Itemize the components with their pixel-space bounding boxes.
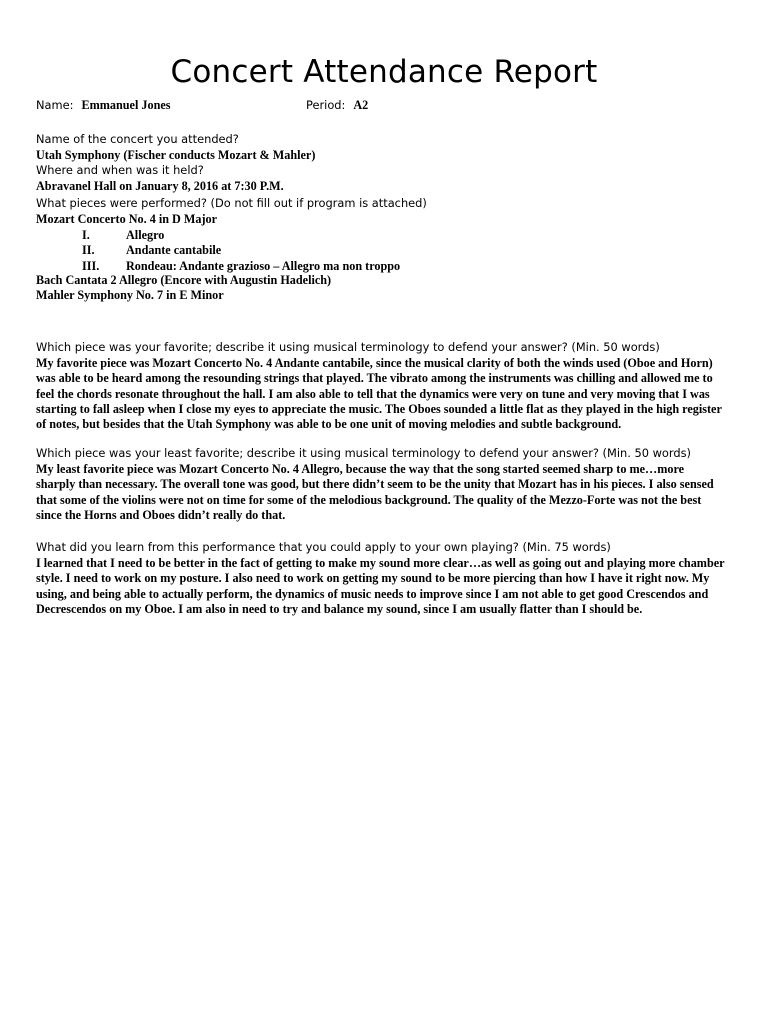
question-pieces-performed: What pieces were performed? (Do not fill out if program is attached)	[36, 196, 427, 210]
page-title: Concert Attendance Report	[170, 54, 598, 90]
answer-line: My least favorite piece was Mozart Concerto No. 4 Allegro, because the way that the song started seemed sharp to me…more	[36, 462, 685, 476]
name-row	[36, 96, 171, 114]
question-lessons-learned: What did you learn from this performance that you could apply to your own playing? (Min. 75 words)	[36, 540, 611, 554]
answer-line: using, and being able to actually perform, the dynamics of music needs to improve since I am not able to get good Crescendos and	[36, 586, 709, 601]
answer-favorite-piece	[36, 356, 748, 432]
answer-line: Decrescendos on my Oboe. I am also in need to try and balance my sound, since I am usually flatter than I should be.	[36, 601, 643, 616]
answer-line: My favorite piece was Mozart Concerto No. 4 Andante cantabile, since the musical clarity of both the winds used (Oboe and Horn)	[36, 356, 713, 370]
movement-title: Allegro	[126, 228, 165, 242]
answer-line: that some of the violins were not on time for some of the melodious background. The quality of the Mezzo-Forte was not the best	[36, 492, 702, 507]
answer-line: was able to be heard among the resounding strings that played. The vibrato among the instruments was chilling and allowed me to	[36, 371, 713, 386]
answer-line: starting to fall asleep when I close my eyes to appreciate the music. The Oboes sounded a little flat as they played in the high register	[36, 401, 722, 416]
answer-line: of notes, but besides that the Utah Symphony was able to be one unit of moving melodies and subtle background.	[36, 417, 622, 432]
movement-title: Rondeau: Andante grazioso – Allegro ma non troppo	[126, 259, 401, 273]
movement-title: Andante cantabile	[126, 243, 222, 257]
piece-item: Mozart Concerto No. 4 in D Major	[36, 212, 218, 226]
answer-line: sharply than necessary. The overall tone was good, but there didn’t seem to be the unity that Mozart has in his pieces. I also sensed	[36, 477, 714, 492]
name-value: Emmanuel Jones	[81, 98, 171, 112]
piece-item: Mahler Symphony No. 7 in E Minor	[36, 288, 224, 302]
period-label: Period:	[306, 98, 346, 112]
movement-numeral: II.	[82, 243, 95, 257]
question-least-favorite-piece: Which piece was your least favorite; describe it using musical terminology to defend your answer? (Min. 50 words)	[36, 446, 691, 460]
answer-line: style. I need to work on my posture. I also need to work on getting my sound to be more piercing than how I have it right now. My	[36, 571, 710, 586]
question-where-when: Where and when was it held?	[36, 163, 204, 177]
question-favorite-piece: Which piece was your favorite; describe it using musical terminology to defend your answer? (Min. 50 words)	[36, 340, 660, 354]
piece-item: Bach Cantata 2 Allegro (Encore with Augustin Hadelich)	[36, 273, 332, 287]
answer-line: I learned that I need to be better in the fact of getting to make my sound more clear…as well as going out and playing more chamber	[36, 556, 725, 570]
question-concert-name: Name of the concert you attended?	[36, 132, 239, 146]
answer-line: feel the chords resonate throughout the hall. I am also able to tell that the dynamics were very on tune and very moving that I was	[36, 386, 710, 401]
name-label: Name:	[36, 98, 74, 112]
movement-numeral: I.	[82, 228, 90, 242]
answer-lessons-learned	[36, 556, 748, 617]
period-value: A2	[353, 98, 369, 112]
answer-line: since the Horns and Oboes didn’t really do that.	[36, 507, 286, 522]
answer-where-when: Abravanel Hall on January 8, 2016 at 7:30 P.M.	[36, 179, 284, 193]
answer-least-favorite-piece	[36, 462, 748, 523]
movement-numeral: III.	[82, 259, 100, 273]
period-row	[306, 96, 368, 114]
answer-concert-name: Utah Symphony (Fischer conducts Mozart & Mahler)	[36, 148, 316, 162]
